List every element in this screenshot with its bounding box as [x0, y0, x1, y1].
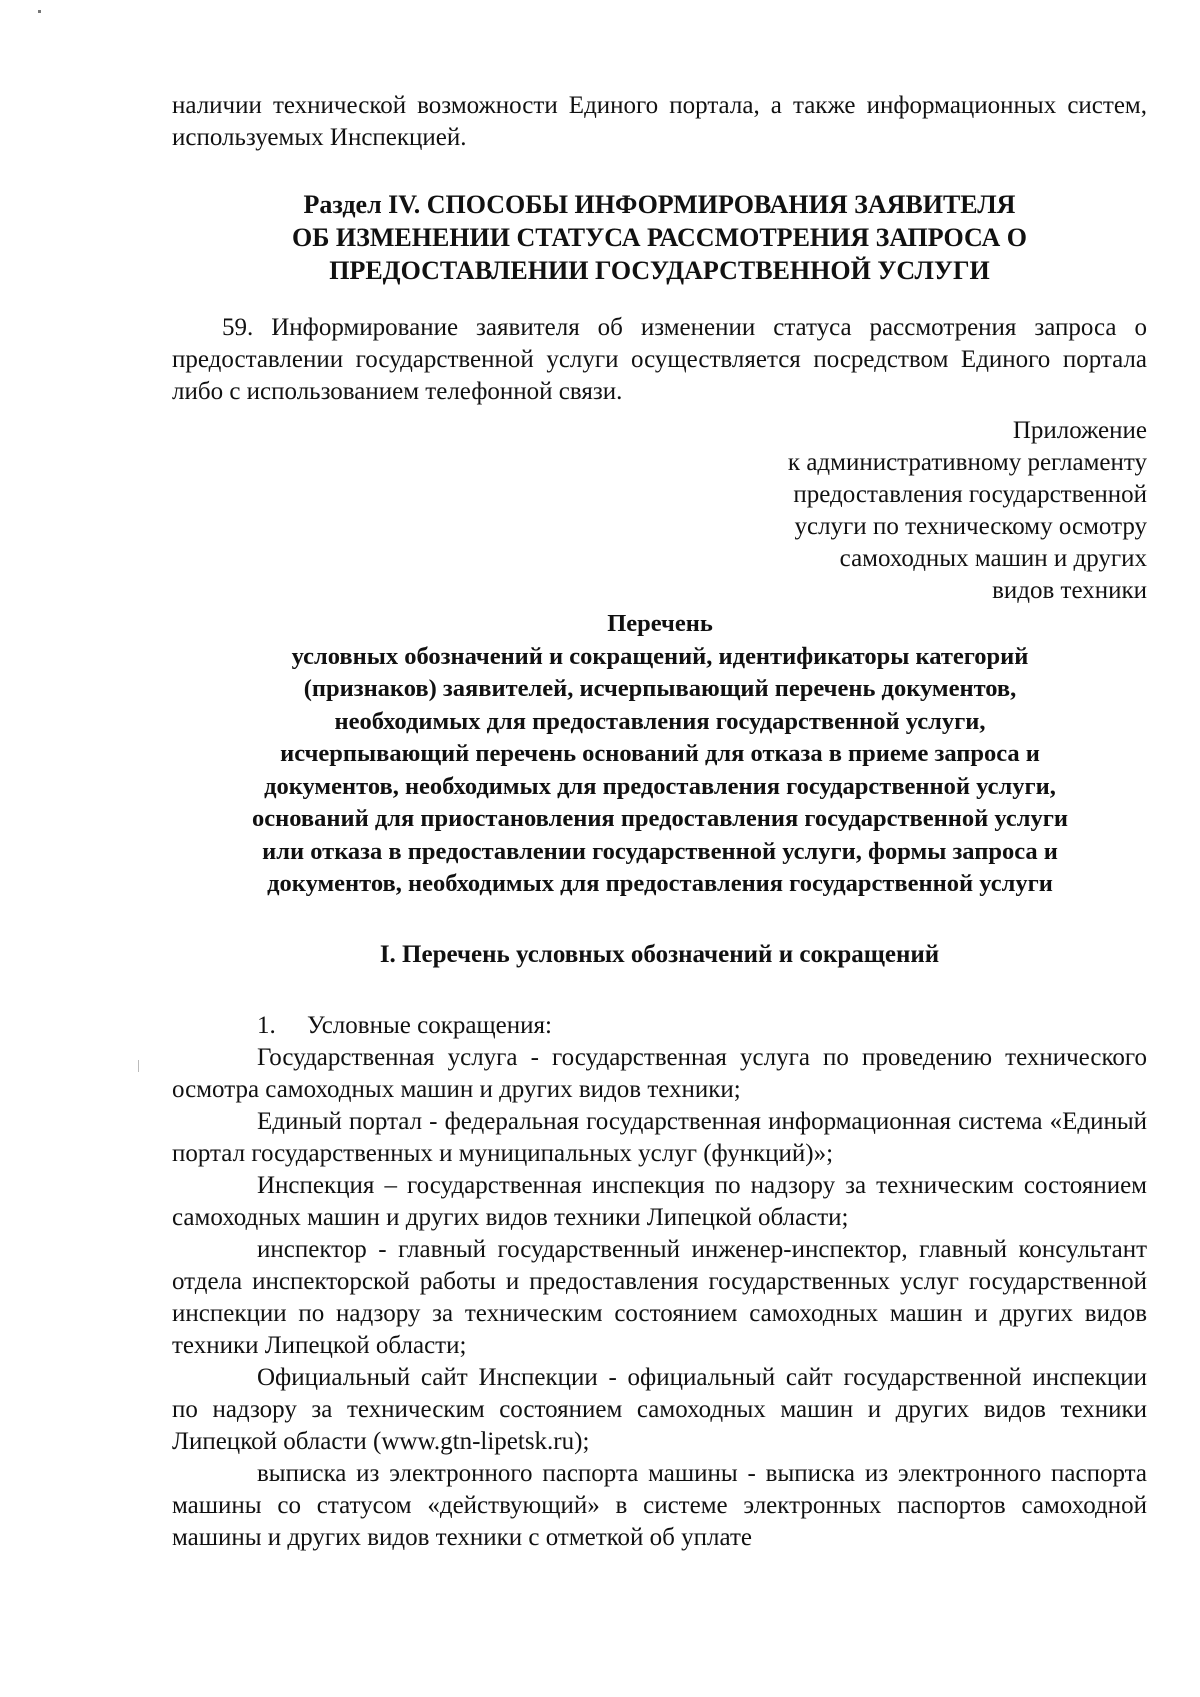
definition-inspection: Инспекция – государственная инспекция по надзору за техническим состоянием самоходных машин и других видов техники Липецкой области; — [172, 1172, 1147, 1231]
appendix-line: предоставления государственной — [793, 481, 1147, 508]
subsection-heading — [172, 938, 1147, 971]
section-heading-line: ПРЕДОСТАВЛЕНИИ ГОСУДАРСТВЕННОЙ УСЛУГИ — [329, 256, 990, 285]
paragraph-59: 59. Информирование заявителя об изменении статуса рассмотрения запроса о предоставлении государственной услуги осуществляется посредством Единого портала либо с использованием телефонной связи. — [172, 314, 1147, 405]
definition-passport-extract: выписка из электронного паспорта машины - выписка из электронного паспорта машины со статусом «действующий» в системе электронных паспортов самоходной машины и других видов техники с отметкой об уплате — [172, 1460, 1147, 1551]
list-title-line: документов, необходимых для предоставления государственной услуги — [267, 870, 1053, 897]
appendix-line: самоходных машин и других — [839, 545, 1147, 572]
paragraph-59-block — [172, 312, 1147, 408]
list-title-line: (признаков) заявителей, исчерпывающий перечень документов, — [303, 675, 1017, 702]
appendix-line: видов техники — [992, 577, 1147, 604]
subsection-heading-text: I. Перечень условных обозначений и сокращений — [379, 941, 940, 968]
list-title-line: оснований для приостановления предоставления государственной услуги — [252, 805, 1068, 832]
list-title-line: необходимых для предоставления государственной услуги, — [334, 707, 986, 735]
section-heading-line: Раздел IV. СПОСОБЫ ИНФОРМИРОВАНИЯ ЗАЯВИТЕЛЯ — [303, 190, 1016, 219]
appendix-note — [627, 415, 1147, 607]
scan-speck — [138, 1060, 139, 1072]
definition-official-site: Официальный сайт Инспекции - официальный сайт государственной инспекции по надзору за техническим состоянием самоходных машин и других видов техники Липецкой области (www.gtn-lipetsk.ru); — [172, 1364, 1147, 1455]
section-heading — [172, 188, 1147, 287]
abbreviations-section — [172, 1010, 1147, 1554]
list-title-line: условных обозначений и сокращений, идентификаторы категорий — [291, 642, 1029, 670]
list-title-line: или отказа в предоставлении государственной услуги, формы запроса и — [262, 837, 1058, 865]
definition-unified-portal: Единый портал - федеральная государственная информационная система «Единый портал государственных и муниципальных услуг (функций)»; — [172, 1108, 1147, 1167]
list-title — [160, 608, 1160, 901]
abbreviations-list-item — [172, 1010, 1147, 1042]
scan-speck — [38, 10, 41, 13]
appendix-line: Приложение — [1012, 417, 1147, 444]
list-title-line: Перечень — [607, 610, 713, 637]
appendix-line: услуги по техническому осмотру — [794, 513, 1147, 540]
list-title-line: документов, необходимых для предоставления государственной услуги, — [264, 772, 1056, 800]
definition-state-service: Государственная услуга - государственная услуга по проведению технического осмотра самоходных машин и других видов техники; — [172, 1044, 1147, 1103]
appendix-line: к административному регламенту — [787, 449, 1147, 476]
section-heading-line: ОБ ИЗМЕНЕНИИ СТАТУСА РАССМОТРЕНИЯ ЗАПРОСА О — [292, 223, 1027, 252]
list-item-title: Условные сокращения: — [307, 1012, 552, 1039]
list-title-line: исчерпывающий перечень оснований для отказа в приеме запроса и — [280, 740, 1040, 767]
list-item-number: 1. — [257, 1012, 276, 1039]
intro-paragraph-block — [172, 90, 1147, 154]
intro-paragraph: наличии технической возможности Единого портала, а также информационных систем, используемых Инспекцией. — [172, 92, 1147, 151]
definition-inspector: инспектор - главный государственный инженер-инспектор, главный консультант отдела инспекторской работы и предоставления государственных услуг государственной инспекции по надзору за техническим состоянием самоходных машин и других видов техники Липецкой области; — [172, 1236, 1147, 1359]
